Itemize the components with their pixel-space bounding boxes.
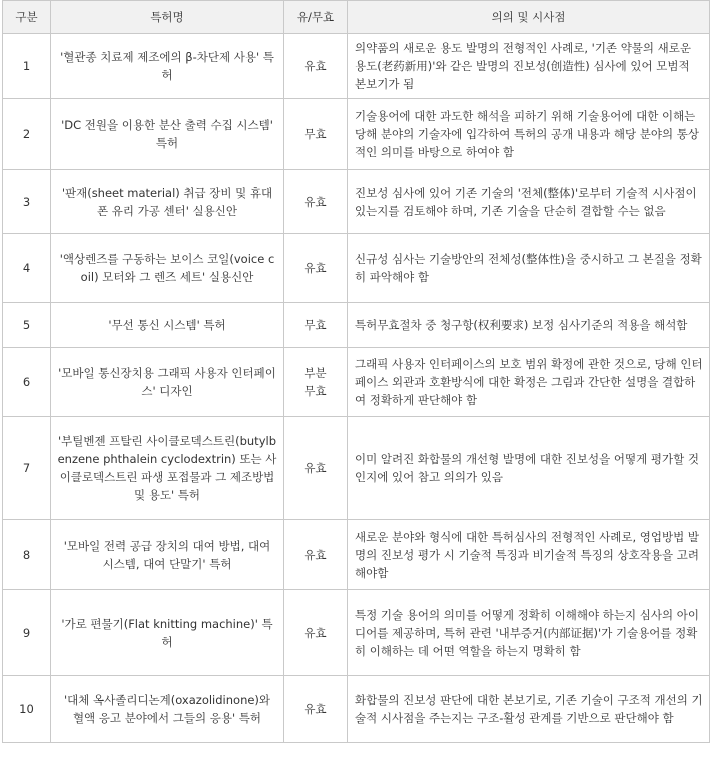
validity-status: 유효 — [284, 234, 348, 303]
table-row — [3, 348, 710, 417]
validity-status: 무효 — [284, 99, 348, 170]
patent-name: 'DC 전원을 이용한 분산 출력 수집 시스템' 특허 — [51, 99, 284, 170]
table-row — [3, 34, 710, 99]
patent-name: '혈관종 치료제 제조에의 β-차단제 사용' 특허 — [51, 34, 284, 99]
validity-status: 부분 무효 — [284, 348, 348, 417]
significance-text: 신규성 심사는 기술방안의 전체성(整体性)을 중시하고 그 본질을 정확히 파악해야 함 — [348, 234, 710, 303]
patent-table — [2, 0, 710, 743]
row-number: 6 — [3, 348, 51, 417]
header-category: 구분 — [3, 1, 51, 34]
significance-text: 진보성 심사에 있어 기존 기술의 '전체(整体)'로부터 기술적 시사점이 있는지를 검토해야 하며, 기존 기술을 단순히 결합할 수는 없음 — [348, 170, 710, 234]
significance-text: 그래픽 사용자 인터페이스의 보호 범위 확정에 관한 것으로, 당해 인터페이스 외관과 호환방식에 대한 확정은 그림과 간단한 설명을 결합하여 정확하게 판단해야 함 — [348, 348, 710, 417]
patent-name: '액상렌즈를 구동하는 보이스 코일(voice coil) 모터와 그 렌즈 세트' 실용신안 — [51, 234, 284, 303]
row-number: 5 — [3, 303, 51, 348]
row-number: 2 — [3, 99, 51, 170]
row-number: 8 — [3, 520, 51, 590]
patent-name: '부틸벤젠 프탈린 사이클로덱스트린(butylbenzene phthalein cyclodextrin) 또는 사이클로덱스트린 파생 포접물과 그 제조방법 및 용도' 특허 — [51, 417, 284, 520]
significance-text: 의약품의 새로운 용도 발명의 전형적인 사례로, '기존 약물의 새로운 용도(老药新用)'와 같은 발명의 진보성(创造性) 심사에 있어 모범적 본보기가 됨 — [348, 34, 710, 99]
validity-status: 무효 — [284, 303, 348, 348]
table-row — [3, 99, 710, 170]
row-number: 4 — [3, 234, 51, 303]
validity-status: 유효 — [284, 520, 348, 590]
validity-status: 유효 — [284, 417, 348, 520]
significance-text: 새로운 분야와 형식에 대한 특허심사의 전형적인 사례로, 영업방법 발명의 진보성 평가 시 기술적 특징과 비기술적 특징의 상호작용을 고려해야함 — [348, 520, 710, 590]
header-significance: 의의 및 시사점 — [348, 1, 710, 34]
row-number: 9 — [3, 590, 51, 676]
patent-name: '모바일 통신장치용 그래픽 사용자 인터페이스' 디자인 — [51, 348, 284, 417]
significance-text: 특허무효절차 중 청구항(权利要求) 보정 심사기준의 적용을 해석함 — [348, 303, 710, 348]
patent-name: '가로 편물기(Flat knitting machine)' 특허 — [51, 590, 284, 676]
validity-status: 유효 — [284, 676, 348, 743]
row-number: 1 — [3, 34, 51, 99]
patent-name: '무선 통신 시스템' 특허 — [51, 303, 284, 348]
table-header-row — [3, 1, 710, 34]
table-row — [3, 676, 710, 743]
patent-name: '모바일 전력 공급 장치의 대여 방법, 대여 시스템, 대여 단말기' 특허 — [51, 520, 284, 590]
row-number: 3 — [3, 170, 51, 234]
table-row — [3, 590, 710, 676]
table-row — [3, 520, 710, 590]
validity-status: 유효 — [284, 34, 348, 99]
validity-status: 유효 — [284, 170, 348, 234]
significance-text: 특정 기술 용어의 의미를 어떻게 정확히 이해해야 하는지 심사의 아이디어를 제공하며, 특허 관련 '내부증거(内部证据)'가 기술용어를 정확히 이해하는 데 어떤 역할을 하는지 명확히 함 — [348, 590, 710, 676]
validity-status: 유효 — [284, 590, 348, 676]
row-number: 10 — [3, 676, 51, 743]
table-row — [3, 170, 710, 234]
significance-text: 기술용어에 대한 과도한 해석을 피하기 위해 기술용어에 대한 이해는 당해 분야의 기술자에 입각하여 특허의 공개 내용과 해당 분야의 통상적인 의미를 바탕으로 하여야 함 — [348, 99, 710, 170]
header-patent-name: 특허명 — [51, 1, 284, 34]
patent-name: '판재(sheet material) 취급 장비 및 휴대폰 유리 가공 센터' 실용신안 — [51, 170, 284, 234]
table-row — [3, 417, 710, 520]
significance-text: 화합물의 진보성 판단에 대한 본보기로, 기존 기술이 구조적 개선의 기술적 시사점을 주는지는 구조-활성 관계를 기반으로 판단해야 함 — [348, 676, 710, 743]
significance-text: 이미 알려진 화합물의 개선형 발명에 대한 진보성을 어떻게 평가할 것인지에 있어 참고 의의가 있음 — [348, 417, 710, 520]
header-validity: 유/무효 — [284, 1, 348, 34]
table-row — [3, 303, 710, 348]
patent-name: '대체 옥사졸리디논계(oxazolidinone)와 혈액 응고 분야에서 그들의 응용' 특허 — [51, 676, 284, 743]
row-number: 7 — [3, 417, 51, 520]
table-row — [3, 234, 710, 303]
